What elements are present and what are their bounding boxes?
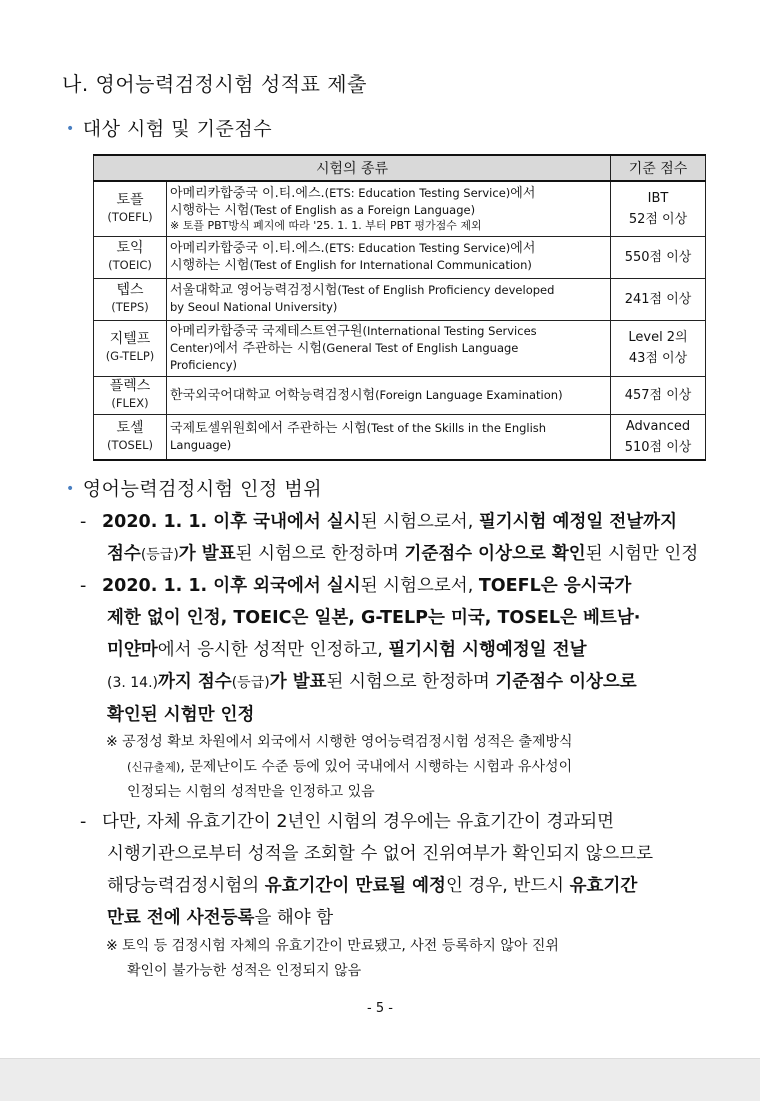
p2-part: (3. 14.) — [107, 675, 158, 691]
desc-org: 국제토셀위원회에서 주관하는 시험 — [170, 420, 367, 436]
bullet-dot-icon: • — [66, 121, 75, 137]
desc-line3-en: Proficiency) — [170, 357, 237, 372]
desc-line2-en: (Test of English for International Communication) — [249, 258, 532, 272]
exam-desc-cell — [167, 376, 611, 414]
scope-item-domestic — [80, 506, 710, 571]
exam-name-ko: 지텔프 — [109, 331, 151, 347]
p3-part: 유효기간이 만료될 예정 — [264, 876, 446, 896]
subsection-scope-label: 영어능력검정시험 인정 범위 — [82, 478, 323, 500]
desc-org: 한국외국어대학교 어학능력검정시험 — [170, 387, 376, 403]
p1-part: 된 시험으로 한정하며 — [235, 544, 405, 564]
p1-part: 필기시험 예정일 전날까지 — [478, 512, 677, 532]
desc-org-en: (ETS: Education Testing Service) — [324, 185, 511, 200]
exam-desc-cell — [167, 278, 611, 320]
p2-part: (등급) — [231, 675, 270, 691]
p3-part: 만료 전에 사전등록 — [107, 908, 255, 928]
p3-part: 다만, 자체 유효기간이 2년인 시험의 경우에는 유효기간이 경과되면 — [102, 812, 615, 832]
exam-score-cell — [611, 414, 706, 460]
p3-part: 유효기간 — [569, 876, 638, 896]
exam-desc-cell — [167, 181, 611, 236]
score-line1: 550점 이상 — [624, 249, 692, 265]
desc-line2-en: by Seoul National University) — [170, 300, 338, 314]
desc-org-en: (ETS: Education Testing Service) — [324, 241, 511, 255]
desc-suffix: 에서 — [510, 185, 536, 201]
desc-org-en: (Test of English Proficiency developed — [337, 283, 555, 297]
note-fairness — [106, 730, 710, 805]
score-line2: 43점 이상 — [628, 351, 688, 366]
exam-name-en: (TOEFL) — [107, 209, 153, 224]
p3-part: 을 해야 함 — [254, 908, 334, 928]
exam-name-cell — [94, 181, 167, 236]
section-heading: 나. 영어능력검정시험 성적표 제출 — [62, 72, 367, 96]
p1-part: 된 시험만 인정 — [585, 544, 699, 564]
desc-line2-ko: 시행하는 시험 — [170, 202, 250, 218]
exam-score-cell — [611, 320, 706, 376]
dash-marker: - — [80, 812, 87, 832]
scope-item-foreign — [80, 570, 710, 731]
p2-part: 된 시험으로서, — [360, 576, 479, 596]
dash-marker: - — [80, 576, 87, 596]
note2-part: ※ 토익 등 검정시험 자체의 유효기간이 만료됐고, 사전 등록하지 않아 진위 — [106, 938, 559, 954]
table-row — [94, 414, 706, 460]
viewer-bottom-strip — [0, 1058, 760, 1101]
desc-note: ※ 토플 PBT방식 폐지에 따라 '25. 1. 1. 부터 PBT 평가점수 제외 — [170, 218, 482, 232]
exam-name-en: (TOEIC) — [108, 258, 152, 272]
p1-part: 된 시험으로서, — [360, 512, 479, 532]
p2-part: 에서 응시한 성적만 인정하고, — [157, 640, 389, 660]
subsection-exams-label: 대상 시험 및 기준점수 — [82, 118, 273, 140]
table-row — [94, 376, 706, 414]
exam-name-en: (TOSEL) — [106, 437, 154, 452]
subsection-scope — [66, 474, 322, 501]
table-row — [94, 278, 706, 320]
table-row — [94, 181, 706, 236]
desc-org: 서울대학교 영어능력검정시험 — [170, 283, 338, 298]
exam-name-ko: 토익 — [116, 240, 144, 256]
note-expired — [106, 934, 710, 984]
subsection-exams — [66, 114, 272, 141]
exam-name-cell — [94, 320, 167, 376]
desc-org: 아메리카합중국 이.티.에스. — [170, 241, 325, 256]
score-line1: IBT — [647, 190, 669, 206]
desc-org: 아메리카합중국 국제테스트연구원 — [170, 323, 363, 339]
desc-org-en: (Foreign Language Examination) — [375, 387, 563, 402]
p2-part: TOEFL은 응시국가 — [478, 576, 632, 596]
exam-name-ko: 플렉스 — [109, 378, 151, 394]
exam-score-cell — [611, 278, 706, 320]
exam-name-cell — [94, 236, 167, 278]
note1-part: ※ 공정성 확보 차원에서 외국에서 시행한 영어능력검정시험 성적은 출제방식 — [106, 734, 573, 750]
exam-name-ko: 텝스 — [116, 282, 144, 298]
desc-org: 아메리카합중국 이.티.에스. — [170, 185, 325, 201]
exam-name-ko: 토플 — [116, 191, 144, 208]
desc-org-en: (International Testing Services — [362, 323, 537, 338]
p1-part: 기준점수 이상으로 확인 — [404, 544, 586, 564]
desc-line2-en: (Test of English as a Foreign Language) — [249, 202, 476, 217]
p2-part: 필기시험 시행예정일 전날 — [388, 640, 587, 660]
table-row — [94, 236, 706, 278]
p1-part: (등급) — [140, 547, 179, 563]
header-min-score: 기준 점수 — [611, 155, 706, 181]
desc-line2-ko: 에서 주관하는 시험 — [213, 340, 322, 356]
exam-score-cell — [611, 376, 706, 414]
score-line2: 510점 이상 — [624, 439, 692, 455]
desc-line2-en: Center) — [170, 340, 214, 355]
p3-part: 해당능력검정시험의 — [107, 876, 265, 896]
table-row — [94, 320, 706, 376]
p2-part: 제한 없이 인정, TOEIC은 일본, G-TELP는 미국, TOSEL은 베트남· — [107, 608, 641, 628]
table-header-row — [94, 155, 706, 181]
exam-name-en: (G-TELP) — [105, 349, 155, 363]
exam-score-cell — [611, 181, 706, 236]
desc-line2-en: Language) — [170, 437, 232, 452]
exam-score-cell — [611, 236, 706, 278]
p1-part: 2020. 1. 1. 이후 국내에서 실시 — [102, 512, 361, 532]
exam-name-cell — [94, 278, 167, 320]
note1-part: 인정되는 시험의 성적만을 인정하고 있음 — [127, 784, 375, 800]
desc-line2-ko: 시행하는 시험 — [170, 258, 250, 273]
desc-line2-en2: (General Test of English Language — [321, 340, 519, 355]
exam-name-cell — [94, 376, 167, 414]
header-exam-type: 시험의 종류 — [94, 155, 611, 181]
dash-marker: - — [80, 512, 87, 532]
p3-part: 시행기관으로부터 성적을 조회할 수 없어 진위여부가 확인되지 않으므로 — [107, 844, 654, 864]
exam-name-ko: 토셀 — [116, 419, 144, 436]
p3-part: 인 경우, 반드시 — [445, 876, 570, 896]
note2-part: 확인이 불가능한 성적은 인정되지 않음 — [127, 963, 362, 979]
p2-part: 확인된 시험만 인정 — [107, 705, 255, 725]
exam-name-en: (FLEX) — [111, 396, 149, 410]
p1-part: 점수 — [107, 544, 141, 564]
p2-part: 미얀마 — [107, 640, 158, 660]
score-line1: 241점 이상 — [624, 291, 692, 307]
p2-part: 까지 점수 — [158, 672, 232, 692]
p1-part: 가 발표 — [178, 544, 236, 564]
exam-desc-cell — [167, 236, 611, 278]
p2-part: 기준점수 이상으로 — [495, 672, 637, 692]
note1-part: (신규출제) — [127, 760, 181, 774]
bullet-dot-icon: • — [66, 481, 75, 497]
score-line1: Advanced — [625, 418, 691, 434]
page-number: - 5 - — [367, 1001, 393, 1016]
exam-desc-cell — [167, 414, 611, 460]
p2-part: 2020. 1. 1. 이후 외국에서 실시 — [102, 576, 361, 596]
score-line1: 457점 이상 — [624, 387, 692, 403]
scope-item-validity — [80, 806, 710, 934]
exam-name-cell — [94, 414, 167, 460]
exam-name-en: (TEPS) — [111, 300, 149, 314]
exam-desc-cell — [167, 320, 611, 376]
score-line1: Level 2의 — [628, 330, 688, 345]
p2-part: 가 발표 — [269, 672, 327, 692]
note1-part: , 문제난이도 수준 등에 있어 국내에서 시행하는 시험과 유사성이 — [180, 759, 573, 775]
score-line2: 52점 이상 — [628, 211, 688, 227]
desc-suffix: 에서 — [510, 241, 536, 256]
p2-part: 된 시험으로 한정하며 — [326, 672, 496, 692]
desc-org-en: (Test of the Skills in the English — [366, 420, 547, 435]
exam-table — [93, 154, 706, 461]
